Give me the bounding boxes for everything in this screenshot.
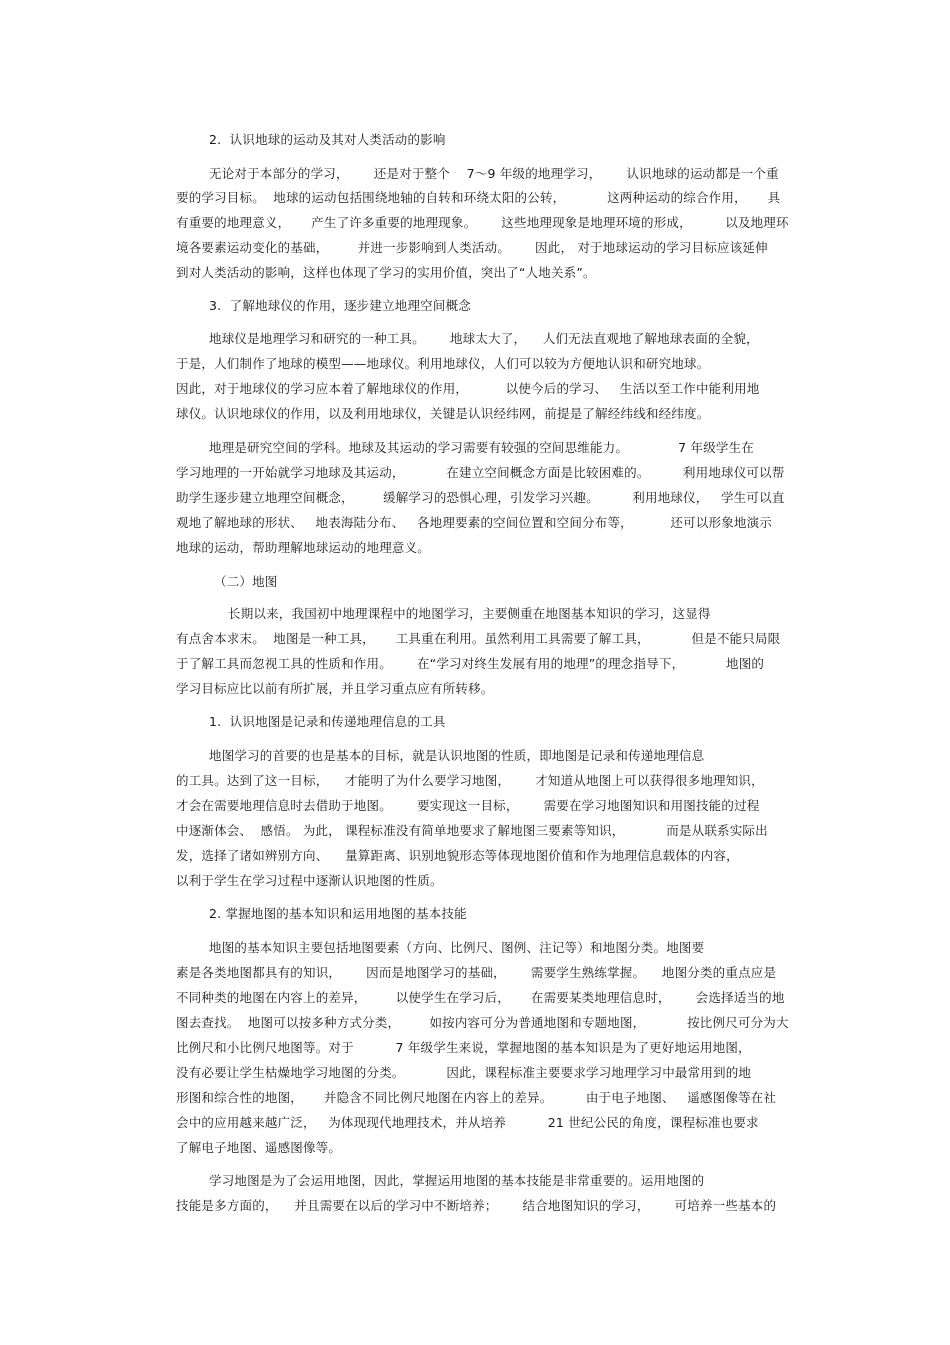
text-line: 因此，对于地球仪的学习应本着了解地球仪的作用， 以使今后的学习、 生活以至工作中能利用地 — [176, 381, 760, 396]
heading-map-skills: 2. 掌握地图的基本知识和运用地图的基本技能 — [209, 906, 467, 921]
text-line: 学习地图是为了会运用地图，因此，掌握运用地图的基本技能是非常重要的。运用地图的 — [209, 1173, 705, 1188]
text-line: 有重要的地理意义， 产生了许多重要的地理现象。 这些地理现象是地理环境的形成， 以及地理环 — [176, 215, 789, 230]
text-line: 地图学习的首要的也是基本的目标，就是认识地图的性质，即地图是记录和传递地理信息 — [209, 748, 705, 763]
text-line: 地球仪是地理学习和研究的一种工具。 地球太大了， 人们无法直观地了解地球表面的全貌， — [209, 331, 759, 346]
text-line: 中逐渐体会、 感悟。 为此， 课程标准没有简单地要求了解地图三要素等知识， 而是从联系实际出 — [176, 823, 768, 838]
text-line: 技能是多方面的， 并且需要在以后的学习中不断培养； 结合地图知识的学习， 可培养一些基本的 — [176, 1198, 777, 1213]
text-line: 长期以来，我国初中地理课程中的地图学习，主要侧重在地图基本知识的学习，这显得 — [228, 606, 711, 621]
text-line: 的工具。达到了这一目标， 才能明了为什么要学习地图， 才知道从地图上可以获得很多地理知识， — [176, 773, 764, 788]
text-line: 素是各类地图都具有的知识， 因而是地图学习的基础， 需要学生熟练掌握。 地图分类的重点应是 — [176, 965, 777, 980]
text-line: 助学生逐步建立地理空间概念， 缓解学习的恐惧心理，引发学习兴趣。 利用地球仪， 学生可以直 — [176, 490, 785, 505]
text-line: 到对人类活动的影响，这样也体现了学习的实用价值，突出了“人地关系”。 — [176, 265, 596, 280]
text-line: 图去查找。 地图可以按多种方式分类， 如按内容可分为普通地图和专题地图， 按比例尺可分为大 — [176, 1015, 789, 1030]
text-line: 没有必要让学生枯燥地学习地图的分类。 因此，课程标准主要要求学习地理学习中最常用到的地 — [176, 1065, 752, 1080]
text-line: 有点舍本求末。 地图是一种工具， 工具重在利用。虽然利用工具需要了解工具， 但是不能只局限 — [176, 631, 781, 646]
text-line: 球仪。认识地球仪的作用，以及利用地球仪，关键是认识经纬网，前提是了解经纬线和经纬度。 — [176, 406, 710, 421]
text-line: 地球的运动，帮助理解地球运动的地理意义。 — [176, 540, 431, 555]
text-line: 不同种类的地图在内容上的差异， 以使学生在学习后， 在需要某类地理信息时， 会选择适当的地 — [176, 990, 785, 1005]
text-line: 发，选择了诸如辨别方向、 量算距离、识别地貌形态等体现地图价值和作为地理信息载体的内容， — [176, 848, 739, 863]
text-line: 地图的基本知识主要包括地图要素（方向、比例尺、图例、注记等）和地图分类。地图要 — [209, 940, 705, 955]
text-line: 以利于学生在学习过程中逐渐认识地图的性质。 — [176, 873, 443, 888]
text-line: 地理是研究空间的学科。地球及其运动的学习需要有较强的空间思维能力。 7 年级学生在 — [209, 440, 755, 455]
text-line: 无论对于本部分的学习， 还是对于整个 7～9 年级的地理学习， 认识地球的运动都是一个重 — [209, 166, 779, 181]
text-line: 于了解工具而忽视工具的性质和作用。 在“学习对终生发展有用的地理”的理念指导下， 地图的 — [176, 656, 765, 671]
heading-map-tool: 1. 认识地图是记录和传递地理信息的工具 — [209, 714, 446, 729]
heading-earth-motion: 2. 认识地球的运动及其对人类活动的影响 — [209, 132, 446, 147]
heading-maps-section: （二）地图 — [214, 574, 278, 589]
text-line: 了解电子地图、遥感图像等。 — [176, 1140, 342, 1155]
text-line: 观地了解地球的形状、 地表海陆分布、 各地理要素的空间位置和空间分布等， 还可以形象地演示 — [176, 515, 773, 530]
text-line: 要的学习目标。 地球的运动包括围绕地轴的自转和环绕太阳的公转， 这两种运动的综合作用， 具 — [176, 190, 781, 205]
text-line: 学习目标应比以前有所扩展，并且学习重点应有所转移。 — [176, 681, 494, 696]
text-line: 才会在需要地理信息时去借助于地图。 要实现这一目标， 需要在学习地图知识和用图技能的过程 — [176, 798, 760, 813]
heading-globe: 3. 了解地球仪的作用，逐步建立地理空间概念 — [209, 298, 471, 313]
text-line: 形图和综合性的地图， 并隐含不同比例尺地图在内容上的差异。 由于电子地图、 遥感图像等在社 — [176, 1090, 777, 1105]
text-line: 境各要素运动变化的基础， 并进一步影响到人类活动。 因此， 对于地球运动的学习目标应该延伸 — [176, 240, 768, 255]
text-line: 会中的应用越来越广泛， 为体现现代地理技术，并从培养 21 世纪公民的角度，课程标准也要求 — [176, 1115, 759, 1130]
text-line: 于是，人们制作了地球的模型——地球仪。利用地球仪，人们可以较为方便地认识和研究地球。 — [176, 356, 710, 371]
text-line: 比例尺和小比例尺地图等。对于 7 年级学生来说，掌握地图的基本知识是为了更好地运用地图， — [176, 1040, 751, 1055]
text-line: 学习地理的一开始就学习地球及其运动， 在建立空间概念方面是比较困难的。 利用地球仪可以帮 — [176, 465, 785, 480]
